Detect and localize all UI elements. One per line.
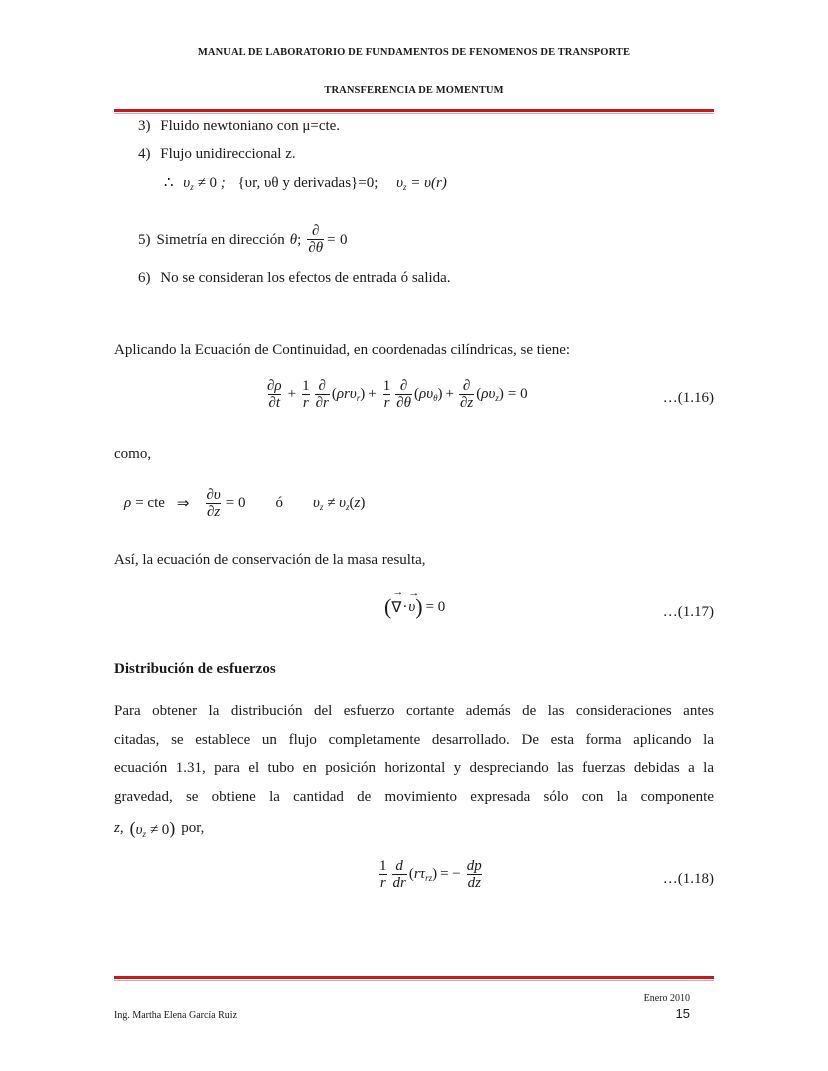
footer-rule <box>114 976 714 979</box>
d-dr: $\frac{\partial}{\partial r}$ <box>315 378 329 411</box>
d-dz: $\frac{\partial}{\partial z}$ <box>460 378 474 411</box>
equals-zero: = 0 <box>326 231 348 248</box>
open-paren: ( <box>384 594 392 619</box>
equation-1-17: ( → ∇ · → υ ) = 0 <box>384 585 446 619</box>
footer-date: Enero 2010 <box>643 993 690 1004</box>
paragraph-end: por, <box>181 820 205 836</box>
velocity-z-nonzero: $\upsilon_z \ne 0$ ; <box>183 175 226 192</box>
paragraph-line: ecuación 1.31, para el tubo en posición horizontal y despreciando las fuerzas debidas a la <box>114 760 714 776</box>
como-text: como, <box>114 446 152 462</box>
therefore-symbol: ∴ <box>164 175 174 191</box>
equation-number-1-18: …(1.18) <box>662 871 714 887</box>
one-over-r: $\frac{1}{r}$ <box>302 378 310 411</box>
mass-conservation-intro: Así, la ecuación de conservación de la masa resulta, <box>114 552 426 568</box>
or-word: ó <box>275 495 283 511</box>
velocity-vector: → υ <box>408 586 420 615</box>
header-rule-thin <box>114 113 714 114</box>
section-title: Distribución de esfuerzos <box>114 661 276 677</box>
one-over-r-3: $\frac{1}{r}$ <box>379 858 387 891</box>
r-tau-rz: $(r\tau_{rz})$ <box>408 866 438 883</box>
stress-paragraph <box>114 697 714 811</box>
document-header-subtitle: TRANSFERENCIA DE MOMENTUM <box>324 85 504 96</box>
footer-author: Ing. Martha Elena García Ruiz <box>114 1010 238 1021</box>
flow-condition-line <box>164 173 447 197</box>
header-rule <box>114 109 714 112</box>
paragraph-line: gravedad, se obtiene la cantidad de movimiento expresada sólo con la componente <box>114 788 714 805</box>
list-text: Simetría en dirección <box>156 231 285 248</box>
dv-dz: $\frac{\partial\upsilon}{\partial z}$ <box>206 487 221 520</box>
d-dtheta: $\frac{\partial}{\partial\theta}$ <box>396 378 412 411</box>
list-item-6 <box>138 268 451 288</box>
list-item-3 <box>138 116 340 136</box>
paragraph-last-line <box>114 818 204 839</box>
list-number: 6) <box>138 270 151 286</box>
rho-vz: $(\rho\upsilon_z)$ <box>476 386 504 403</box>
continuity-intro: Aplicando la Ecuación de Continuidad, en coordenadas cilíndricas, se tiene: <box>114 342 571 358</box>
nabla-vector: → ∇ <box>391 585 404 616</box>
equation-number-1-16: …(1.16) <box>662 390 714 406</box>
list-text: Flujo unidireccional z. <box>160 146 296 162</box>
d-dr-2: $\frac{d}{dr}$ <box>392 858 406 891</box>
density-constant-line <box>124 487 365 520</box>
equals-zero-2: = 0 <box>225 495 246 511</box>
paragraph-line: citadas, se establece un flujo completamente desarrollado. De esta forma aplicando la <box>114 731 714 748</box>
rho-vtheta: $(\rho\upsilon_\theta)$ <box>414 386 443 403</box>
list-item-5 <box>138 223 348 256</box>
z-component: z, <box>114 820 124 836</box>
paragraph-line: Para obtener la distribución del esfuerzo cortante además de las consideraciones antes <box>114 703 714 719</box>
implies-arrow: ⇒ <box>176 496 190 512</box>
list-text: Fluido newtoniano con μ=cte. <box>160 118 341 134</box>
list-item-4 <box>138 144 296 164</box>
dp-dz: $\frac{dp}{dz}$ <box>466 858 482 891</box>
vz-not-function-z: $\upsilon_z \ne \upsilon_z(z)$ <box>313 495 366 512</box>
rho-cte: = cte <box>135 495 165 511</box>
d-dtheta-fraction: $\frac{\partial}{\partial\theta}$ <box>308 223 324 256</box>
theta-symmetry: θ; <box>289 231 302 248</box>
vz-nonzero-inline: $(\upsilon_z \ne 0)$ <box>129 818 176 839</box>
list-text: No se consideran los efectos de entrada ó salida. <box>160 270 451 286</box>
drho-dt: $\frac{\partial\rho}{\partial t}$ <box>267 378 282 411</box>
close-paren: ) <box>415 594 423 619</box>
zero-derivatives-text: {υr, υθ y derivadas}=0; <box>237 175 379 191</box>
list-number: 4) <box>138 146 151 162</box>
equation-1-18: $\frac{1}{r}$ $\frac{d}{dr}$ $(r\tau_{rz})$ = − $\frac{dp}{dz}$ <box>379 858 482 891</box>
one-over-r-2: $\frac{1}{r}$ <box>382 378 391 411</box>
list-number: 3) <box>138 118 151 134</box>
footer-rule-thin <box>114 980 714 981</box>
rho-symbol: ρ <box>124 495 132 511</box>
equation-number-1-17: …(1.17) <box>662 604 714 620</box>
document-header-title: MANUAL DE LABORATORIO DE FUNDAMENTOS DE FENOMENOS DE TRANSPORTE <box>197 47 631 58</box>
velocity-z-function: $\upsilon_z = \upsilon(r)$ <box>396 175 447 192</box>
equation-1-16: $\frac{\partial\rho}{\partial t}$ + $\frac{1}{r}$ $\frac{\partial}{\partial r}$ (ρrυ$_r$) + $\frac{1}{r}$ $\frac{\partial}{\partial\theta}$ $(\rho\upsilon_\theta)$ + $\frac{\partial}{\partial z}$ $(\rho\upsilon_z)$ = 0 <box>267 378 528 411</box>
list-number: 5) <box>138 231 151 248</box>
rho-r-vr: (ρrυ$_r$) <box>331 386 366 403</box>
page-number: 15 <box>675 1006 690 1021</box>
